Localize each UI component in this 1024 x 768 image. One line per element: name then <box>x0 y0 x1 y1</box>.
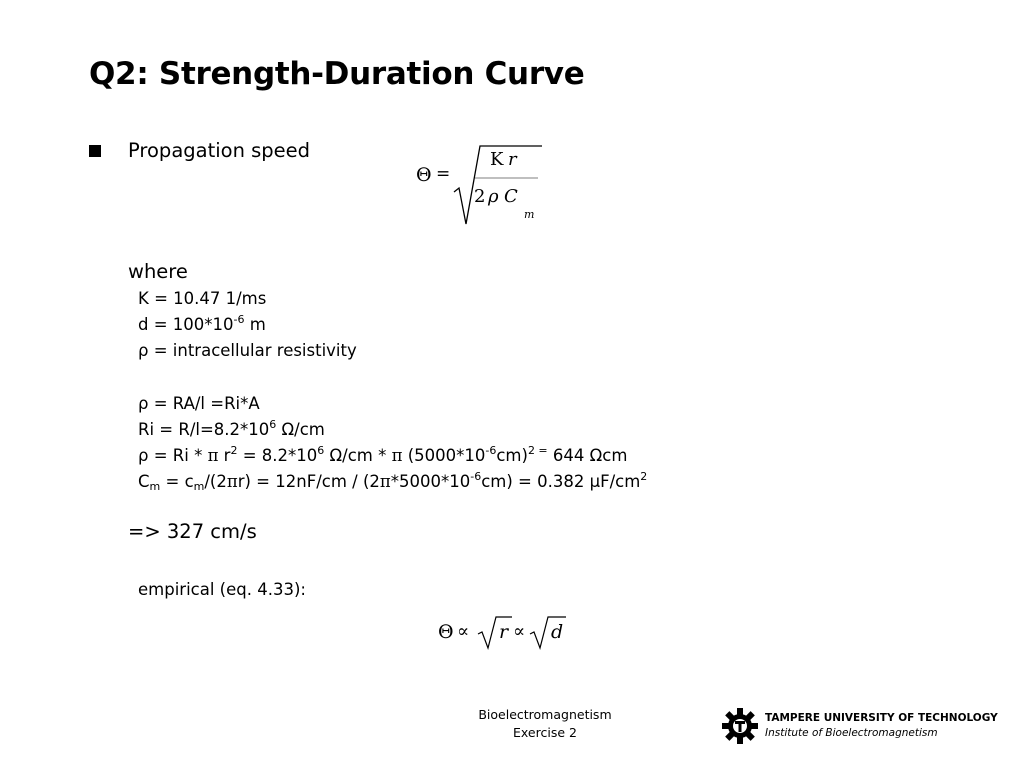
rho-calc-text: ρ = Ri * <box>138 446 208 465</box>
bullet-text: Propagation speed <box>128 139 311 162</box>
cm-calc-text: r) = 12nF/cm / (2 <box>237 472 380 491</box>
slide-title: Q2: Strength-Duration Curve <box>89 56 585 92</box>
empirical-label: empirical (eq. 4.33): <box>138 580 306 599</box>
university-gear-logo-icon <box>722 707 758 745</box>
rho-calc-exponent: 2 <box>230 444 238 457</box>
university-name: TAMPERE UNIVERSITY OF TECHNOLOGY <box>765 712 998 724</box>
exercise-number: Exercise 2 <box>513 725 577 740</box>
cm-calc-subscript: m <box>149 480 161 493</box>
cm-calc-text: cm) = 0.382 μF/cm <box>481 472 641 491</box>
cm-calc-text: C <box>138 472 150 491</box>
ri-text: Ri = R/l=8.2*10 <box>138 420 270 439</box>
empirical-formula <box>438 612 578 652</box>
cm-calc-exponent: 2 <box>640 470 648 483</box>
rho-definition: ρ = intracellular resistivity <box>138 341 357 360</box>
rho-calc-exponent: 6 <box>317 444 325 457</box>
formula-rho: ρ <box>488 186 499 207</box>
rho-calc-exponent: -6 <box>485 444 497 457</box>
cm-calc-text: = c <box>160 472 194 491</box>
formula-theta: Θ <box>416 164 432 186</box>
bullet-square-icon <box>89 145 101 157</box>
cm-calc-text: *5000*10 <box>390 472 471 491</box>
result-text: => 327 cm/s <box>128 520 257 543</box>
empirical-theta: Θ <box>438 621 454 643</box>
rho-ra-line: ρ = RA/l =Ri*A <box>138 394 260 413</box>
pi-symbol: π <box>226 472 238 491</box>
rho-calc-text: 644 Ωcm <box>547 446 628 465</box>
empirical-d: d <box>551 621 564 643</box>
cm-calc-exponent: -6 <box>470 470 482 483</box>
course-name: Bioelectromagnetism <box>478 707 612 722</box>
proportional-icon: ∝ <box>457 621 470 642</box>
d-definition <box>138 315 266 334</box>
pi-symbol: π <box>379 472 391 491</box>
d-unit: m <box>244 315 266 334</box>
rho-calc-exponent: 2 = <box>527 444 548 457</box>
rho-calc-text: r <box>218 446 231 465</box>
cm-calc-text: /(2 <box>204 472 227 491</box>
formula-equals: = <box>436 164 451 184</box>
proportional-icon: ∝ <box>513 621 526 642</box>
ri-line <box>138 420 325 439</box>
cm-calc-subscript: m <box>193 480 205 493</box>
rho-calc-text: Ω/cm * <box>324 446 392 465</box>
pi-symbol: π <box>391 446 403 465</box>
cm-calculation-line <box>138 472 647 491</box>
where-label: where <box>128 260 188 283</box>
formula-two: 2 <box>474 186 486 207</box>
rho-calc-text: cm) <box>496 446 528 465</box>
rho-calc-text: = 8.2*10 <box>237 446 318 465</box>
rho-calc-text: (5000*10 <box>402 446 486 465</box>
formula-c: C <box>504 186 518 207</box>
formula-k: K <box>490 149 504 170</box>
d-text: d = 100*10 <box>138 315 234 334</box>
pi-symbol: π <box>207 446 219 465</box>
formula-m-subscript: m <box>524 208 535 221</box>
empirical-r: r <box>499 621 509 643</box>
footer-course-info <box>470 706 620 742</box>
k-definition: K = 10.47 1/ms <box>138 289 267 308</box>
propagation-speed-formula <box>410 140 550 230</box>
formula-r: r <box>508 149 517 170</box>
ri-unit: Ω/cm <box>276 420 325 439</box>
d-exponent: -6 <box>233 313 245 326</box>
ri-exponent: 6 <box>269 418 277 431</box>
rho-calculation-line <box>138 446 627 465</box>
institute-name: Institute of Bioelectromagnetism <box>765 727 938 739</box>
